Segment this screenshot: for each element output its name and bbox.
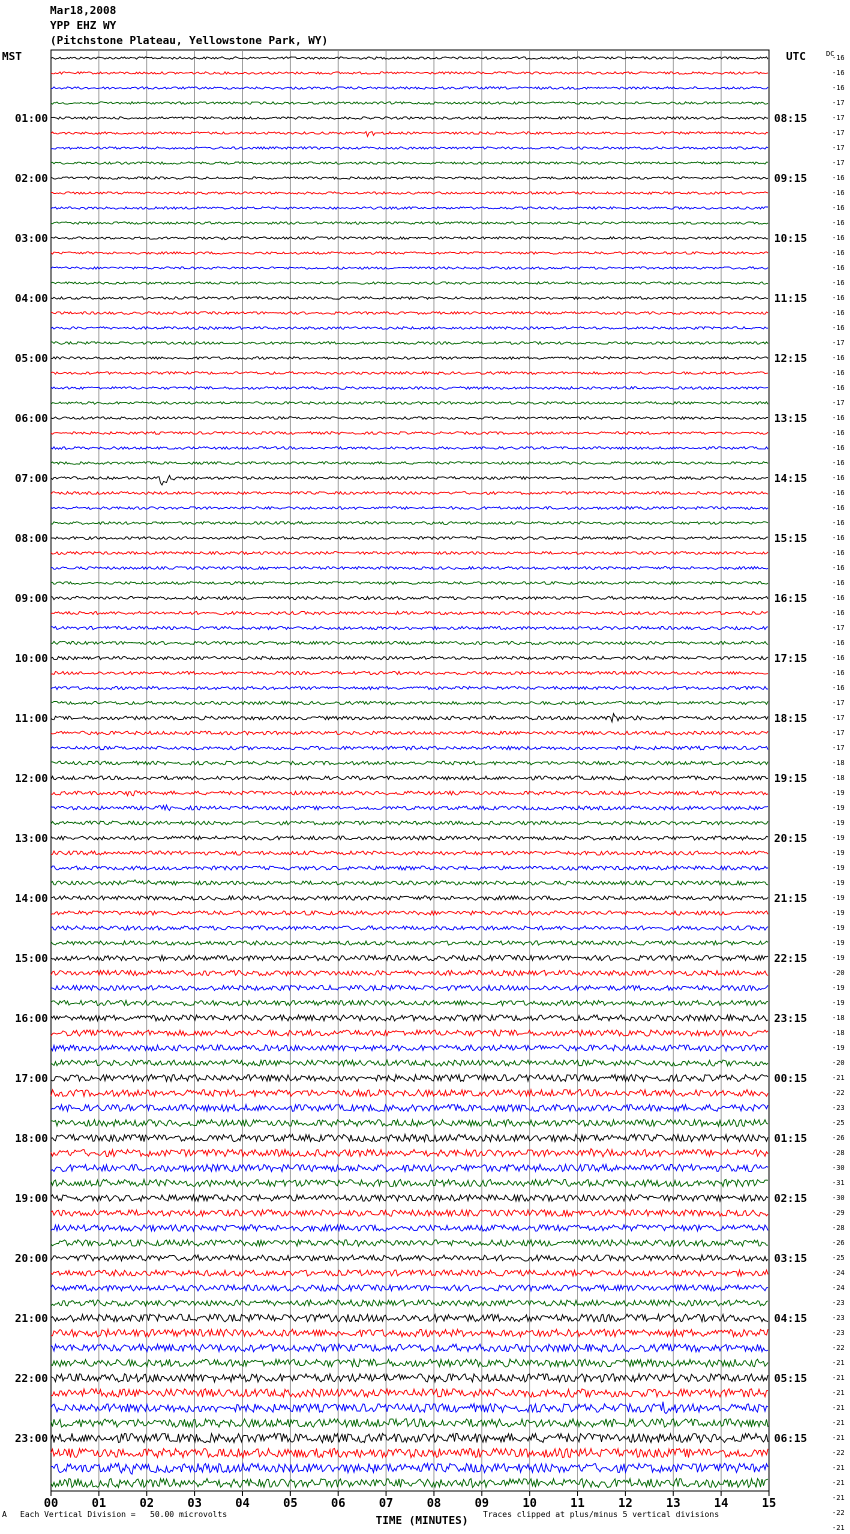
- seismic-trace: [51, 1255, 768, 1261]
- dc-offset-label: -16: [832, 264, 845, 272]
- dc-offset-label: -16: [832, 684, 845, 692]
- dc-offset-label: -26: [832, 1239, 845, 1247]
- dc-offset-label: -16: [832, 189, 845, 197]
- seismic-trace: [51, 746, 768, 750]
- right-timezone-label: UTC: [786, 50, 806, 63]
- dc-offset-label: -17: [832, 129, 845, 137]
- seismic-trace: [51, 955, 768, 960]
- seismic-trace: [51, 1240, 768, 1246]
- dc-offset-label: -16: [832, 279, 845, 287]
- seismic-trace: [51, 1134, 768, 1141]
- seismic-trace: [51, 507, 768, 510]
- dc-offset-label: -18: [832, 759, 845, 767]
- seismic-trace: [51, 1389, 768, 1397]
- dc-offset-label: -16: [832, 324, 845, 332]
- seismic-trace: [51, 836, 768, 840]
- left-hour-label: 01:00: [14, 112, 48, 125]
- dc-offset-label: -21: [832, 1524, 845, 1532]
- dc-offset-label: -16: [832, 474, 845, 482]
- plot-frame: [51, 50, 769, 1491]
- seismic-trace: [51, 297, 768, 300]
- seismic-trace: [51, 970, 768, 975]
- dc-offset-label: -16: [832, 519, 845, 527]
- dc-offset-label: -19: [832, 894, 845, 902]
- dc-offset-label: -19: [832, 924, 845, 932]
- dc-offset-label: -19: [832, 954, 845, 962]
- dc-offset-label: -23: [832, 1104, 845, 1112]
- seismic-trace: [51, 1195, 768, 1201]
- dc-offset-label: -21: [832, 1359, 845, 1367]
- dc-offset-label: -16: [832, 564, 845, 572]
- right-hour-label: 02:15: [774, 1192, 808, 1205]
- dc-offset-label: -19: [832, 804, 845, 812]
- left-hour-label: 22:00: [14, 1372, 48, 1385]
- seismic-trace: [51, 1463, 768, 1474]
- seismic-trace: [51, 985, 768, 990]
- right-hour-label: 14:15: [774, 472, 808, 485]
- seismic-trace: [51, 267, 768, 269]
- scale-note: Each Vertical Division = 50.00 microvolts: [20, 1510, 228, 1519]
- plot-date: Mar18,2008: [50, 4, 117, 17]
- dc-offset-label: -16: [832, 654, 845, 662]
- dc-offset-label: -29: [832, 1209, 845, 1217]
- seismic-trace: [51, 805, 768, 811]
- dc-offset-label: -16: [832, 204, 845, 212]
- clip-note: Traces clipped at plus/minus 5 vertical divisions: [483, 1510, 720, 1519]
- left-hour-label: 11:00: [14, 712, 48, 725]
- seismic-trace: [51, 851, 768, 855]
- dc-offset-label: -17: [832, 159, 845, 167]
- left-hour-label: 21:00: [14, 1312, 48, 1325]
- right-hour-label: 17:15: [774, 652, 808, 665]
- x-tick-label: 05: [283, 1496, 298, 1510]
- seismic-trace: [51, 941, 768, 945]
- seismic-trace: [51, 417, 768, 420]
- dc-offset-label: -19: [832, 879, 845, 887]
- dc-offset-label: -16: [832, 579, 845, 587]
- dc-offset-label: -17: [832, 144, 845, 152]
- x-tick-label: 09: [474, 1496, 490, 1510]
- seismic-trace: [51, 761, 768, 765]
- dc-offset-label: -16: [832, 609, 845, 617]
- right-hour-label: 13:15: [774, 412, 808, 425]
- dc-offset-label: -25: [832, 1254, 845, 1262]
- seismic-trace: [51, 896, 768, 900]
- dc-offset-label: -16: [832, 174, 845, 182]
- left-hour-label: 02:00: [14, 172, 48, 185]
- seismic-trace: [51, 567, 768, 570]
- dc-offset-label: -19: [832, 909, 845, 917]
- x-tick-label: 00: [43, 1496, 59, 1510]
- right-hour-label: 16:15: [774, 592, 808, 605]
- right-hour-label: 01:15: [774, 1132, 808, 1145]
- dc-offset-label: -16: [832, 384, 845, 392]
- dc-offset-label: -31: [832, 1179, 845, 1187]
- left-hour-label: 18:00: [14, 1132, 48, 1145]
- seismic-trace: [51, 117, 768, 119]
- dc-offset-label: -21: [832, 1479, 845, 1487]
- seismic-trace: [51, 1075, 768, 1082]
- left-hour-label: 10:00: [14, 652, 48, 665]
- right-hour-label: 22:15: [774, 952, 808, 965]
- seismic-trace: [51, 1374, 768, 1382]
- seismic-trace: [51, 462, 768, 465]
- x-axis-label: TIME (MINUTES): [375, 1514, 469, 1527]
- seismic-trace: [51, 402, 768, 405]
- x-tick-label: 03: [187, 1496, 202, 1510]
- dc-offset-label: -17: [832, 624, 845, 632]
- seismic-trace: [51, 656, 768, 659]
- station-location: (Pitchstone Plateau, Yellowstone Park, WY): [50, 34, 329, 47]
- seismic-trace: [51, 1359, 768, 1367]
- seismic-trace: [51, 1433, 768, 1442]
- dc-offset-label: -16: [832, 309, 845, 317]
- right-hour-label: 21:15: [774, 892, 808, 905]
- seismic-trace: [51, 1225, 768, 1231]
- left-hour-label: 05:00: [14, 352, 48, 365]
- left-hour-label: 15:00: [14, 952, 48, 965]
- minute-grid: [51, 50, 769, 1496]
- seismic-trace: [51, 522, 768, 525]
- seismic-trace: [51, 611, 768, 614]
- dc-offset-label: -16: [832, 414, 845, 422]
- seismic-trace: [51, 1105, 768, 1112]
- right-hour-label: 11:15: [774, 292, 808, 305]
- right-hour-label: 04:15: [774, 1312, 808, 1325]
- seismic-trace: [51, 87, 768, 89]
- x-tick-label: 08: [426, 1496, 442, 1510]
- seismic-trace: [51, 791, 768, 796]
- station-code: YPP EHZ WY: [50, 19, 117, 32]
- dc-offset-label: -19: [832, 819, 845, 827]
- dc-offset-label: -24: [832, 1284, 845, 1292]
- right-hour-label: 00:15: [774, 1072, 808, 1085]
- dc-offset-label: -22: [832, 1344, 845, 1352]
- seismic-trace: [51, 342, 768, 345]
- x-tick-label: 07: [378, 1496, 394, 1510]
- seismic-trace: [51, 492, 768, 495]
- seismic-trace: [51, 177, 768, 179]
- seismic-trace: [51, 1149, 768, 1157]
- dc-offset-label: -18: [832, 1014, 845, 1022]
- dc-offset-label: -18: [832, 774, 845, 782]
- dc-offset-label: -21: [832, 1389, 845, 1397]
- right-hour-label: 23:15: [774, 1012, 808, 1025]
- dc-offset-label: -17: [832, 714, 845, 722]
- seismic-trace: [51, 1120, 768, 1127]
- seismic-trace: [51, 1179, 768, 1186]
- left-hour-label: 03:00: [14, 232, 48, 245]
- seismic-trace: [51, 147, 768, 149]
- dc-offset-label: -17: [832, 699, 845, 707]
- dc-label: DC: [826, 50, 835, 58]
- seismic-trace: [51, 776, 768, 780]
- right-hour-label: 20:15: [774, 832, 808, 845]
- seismic-trace: [51, 1419, 768, 1427]
- dc-offset-label: -21: [832, 1494, 845, 1502]
- dc-offset-label: -19: [832, 999, 845, 1007]
- dc-offset-label: -16: [832, 54, 845, 62]
- left-hour-label: 19:00: [14, 1192, 48, 1205]
- seismic-trace: [51, 671, 768, 674]
- dc-offset-label: -16: [832, 369, 845, 377]
- left-hour-label: 16:00: [14, 1012, 48, 1025]
- dc-offset-label: -16: [832, 459, 845, 467]
- dc-offset-label: -23: [832, 1329, 845, 1337]
- seismic-trace: [51, 222, 768, 224]
- x-tick-label: 06: [330, 1496, 346, 1510]
- x-tick-label: 15: [761, 1496, 777, 1510]
- x-tick-label: 14: [713, 1496, 729, 1510]
- x-tick-label: 02: [139, 1496, 154, 1510]
- seismic-trace: [51, 132, 768, 137]
- seismic-trace: [51, 237, 768, 240]
- right-hour-label: 05:15: [774, 1372, 808, 1385]
- seismic-trace: [51, 1448, 768, 1457]
- dc-offset-label: -16: [832, 429, 845, 437]
- seismic-trace: [51, 252, 768, 254]
- seismic-trace: [51, 1270, 768, 1276]
- dc-offset-label: -21: [832, 1419, 845, 1427]
- dc-offset-label: -20: [832, 1059, 845, 1067]
- seismic-trace: [51, 641, 768, 644]
- seismic-trace: [51, 686, 768, 689]
- seismic-trace: [51, 72, 768, 74]
- seismic-trace: [51, 1045, 768, 1051]
- seismic-trace: [51, 1060, 768, 1066]
- seismic-trace: [51, 821, 768, 825]
- seismic-trace: [51, 447, 768, 450]
- left-hour-label: 20:00: [14, 1252, 48, 1265]
- dc-offset-label: -17: [832, 399, 845, 407]
- seismic-trace: [51, 626, 768, 629]
- left-hour-label: 14:00: [14, 892, 48, 905]
- seismic-trace: [51, 1402, 768, 1414]
- dc-offset-label: -16: [832, 534, 845, 542]
- dc-offset-label: -19: [832, 939, 845, 947]
- dc-offset-label: -16: [832, 639, 845, 647]
- seismic-trace: [51, 475, 768, 485]
- dc-offset-label: -16: [832, 504, 845, 512]
- left-hour-label: 04:00: [14, 292, 48, 305]
- seismic-trace: [51, 387, 768, 390]
- left-hour-label: 09:00: [14, 592, 48, 605]
- dc-offset-label: -28: [832, 1149, 845, 1157]
- seismic-trace: [51, 537, 768, 540]
- left-hour-label: 17:00: [14, 1072, 48, 1085]
- seismic-trace: [51, 596, 768, 599]
- seismic-trace: [51, 207, 768, 209]
- dc-offset-label: -30: [832, 1194, 845, 1202]
- seismic-trace: [51, 701, 768, 704]
- left-hour-label: 06:00: [14, 412, 48, 425]
- dc-offset-label: -16: [832, 549, 845, 557]
- dc-offset-label: -19: [832, 789, 845, 797]
- seismic-trace: [51, 327, 768, 330]
- dc-offset-label: -16: [832, 249, 845, 257]
- dc-offset-label: -30: [832, 1164, 845, 1172]
- x-tick-label: 10: [522, 1496, 537, 1510]
- dc-offset-label: -16: [832, 489, 845, 497]
- dc-offset-label: -19: [832, 984, 845, 992]
- seismic-trace: [51, 1015, 768, 1021]
- dc-offset-label: -17: [832, 339, 845, 347]
- seismic-trace: [51, 432, 768, 435]
- seismic-trace: [51, 1285, 768, 1291]
- left-hour-label: 08:00: [14, 532, 48, 545]
- dc-offset-label: -20: [832, 969, 845, 977]
- seismic-trace: [51, 911, 768, 915]
- corner-mark: A: [2, 1510, 7, 1519]
- dc-offset-label: -16: [832, 84, 845, 92]
- seismic-trace: [51, 162, 768, 164]
- dc-offset-label: -24: [832, 1269, 845, 1277]
- left-hour-label: 12:00: [14, 772, 48, 785]
- right-hour-label: 09:15: [774, 172, 808, 185]
- right-hour-label: 15:15: [774, 532, 808, 545]
- seismic-trace: [51, 1210, 768, 1216]
- dc-offset-label: -28: [832, 1224, 845, 1232]
- dc-offset-label: -19: [832, 849, 845, 857]
- left-hour-label: 07:00: [14, 472, 48, 485]
- seismic-trace: [51, 1090, 768, 1097]
- seismic-trace: [51, 880, 768, 885]
- seismic-trace: [51, 926, 768, 930]
- seismic-trace: [51, 57, 768, 59]
- x-tick-label: 13: [666, 1496, 681, 1510]
- dc-offset-label: -19: [832, 1044, 845, 1052]
- dc-offset-label: -22: [832, 1089, 845, 1097]
- seismic-trace: [51, 1030, 768, 1036]
- dc-offset-label: -21: [832, 1074, 845, 1082]
- dc-offset-label: -16: [832, 219, 845, 227]
- right-hour-label: 08:15: [774, 112, 808, 125]
- dc-offset-label: -17: [832, 729, 845, 737]
- right-hour-label: 18:15: [774, 712, 808, 725]
- dc-offset-label: -17: [832, 744, 845, 752]
- dc-offset-label: -16: [832, 354, 845, 362]
- x-tick-label: 11: [570, 1496, 585, 1510]
- dc-offset-label: -17: [832, 114, 845, 122]
- seismic-trace: [51, 357, 768, 360]
- dc-offset-label: -25: [832, 1119, 845, 1127]
- left-hour-label: 13:00: [14, 832, 48, 845]
- dc-offset-label: -16: [832, 294, 845, 302]
- seismic-trace: [51, 282, 768, 284]
- seismic-trace: [51, 102, 768, 104]
- dc-offset-label: -21: [832, 1464, 845, 1472]
- dc-offset-label: -21: [832, 1404, 845, 1412]
- seismic-trace: [51, 1344, 768, 1352]
- seismic-trace: [51, 582, 768, 585]
- seismic-trace: [51, 552, 768, 555]
- seismic-trace: [51, 1164, 768, 1171]
- seismic-trace: [51, 372, 768, 375]
- seismic-trace: [51, 714, 768, 722]
- seismic-trace: [51, 1329, 768, 1337]
- dc-offset-label: -16: [832, 234, 845, 242]
- dc-offset-label: -21: [832, 1434, 845, 1442]
- dc-offset-label: -22: [832, 1509, 845, 1517]
- seismic-trace: [51, 866, 768, 870]
- dc-offset-label: -23: [832, 1314, 845, 1322]
- x-tick-label: 12: [618, 1496, 633, 1510]
- left-hour-label: 23:00: [14, 1432, 48, 1445]
- seismic-trace: [51, 1000, 768, 1005]
- right-hour-label: 06:15: [774, 1432, 808, 1445]
- dc-offset-label: -16: [832, 594, 845, 602]
- dc-offset-label: -19: [832, 834, 845, 842]
- right-hour-label: 03:15: [774, 1252, 808, 1265]
- seismic-trace: [51, 731, 768, 735]
- seismic-trace: [51, 1300, 768, 1306]
- dc-offset-label: -16: [832, 69, 845, 77]
- seismic-trace: [51, 312, 768, 315]
- dc-offset-label: -18: [832, 1029, 845, 1037]
- x-tick-label: 01: [91, 1496, 107, 1510]
- dc-offset-label: -21: [832, 1374, 845, 1382]
- right-hour-label: 10:15: [774, 232, 808, 245]
- right-hour-label: 12:15: [774, 352, 808, 365]
- dc-offset-label: -26: [832, 1134, 845, 1142]
- dc-offset-label: -17: [832, 99, 845, 107]
- trace-group: [51, 57, 768, 1488]
- seismic-trace: [51, 1314, 768, 1322]
- dc-offset-label: -16: [832, 669, 845, 677]
- x-tick-label: 04: [235, 1496, 250, 1510]
- seismic-trace: [51, 1479, 768, 1488]
- left-timezone-label: MST: [2, 50, 22, 63]
- dc-offset-label: -23: [832, 1299, 845, 1307]
- seismic-trace: [51, 192, 768, 194]
- dc-offset-label: -16: [832, 444, 845, 452]
- right-hour-label: 19:15: [774, 772, 808, 785]
- dc-offset-label: -19: [832, 864, 845, 872]
- dc-offset-label: -22: [832, 1449, 845, 1457]
